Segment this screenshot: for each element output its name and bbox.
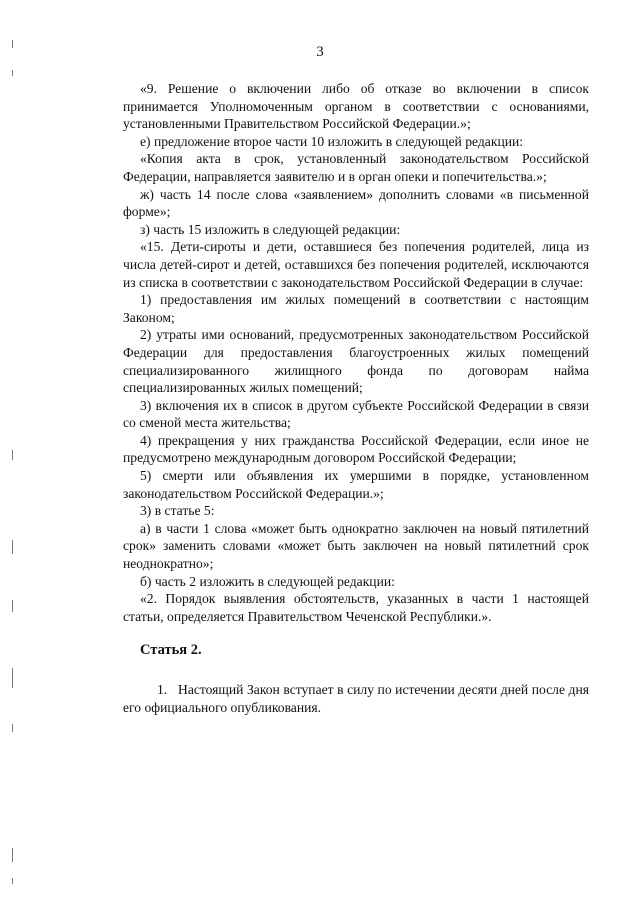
scan-artifact [12, 848, 13, 862]
paragraph: е) предложение второе части 10 изложить в следующей редакции: [140, 133, 524, 149]
paragraph: 3) в статье 5: [140, 503, 215, 519]
scan-artifact [12, 540, 13, 554]
paragraph: 3) включения их в список в другом субъекте Российской Федерации в связи со сменой места жительства; [123, 397, 589, 431]
paragraph: 1) предоставления им жилых помещений в соответствии с настоящим Законом; [123, 292, 589, 325]
scan-artifact [12, 668, 13, 688]
scan-artifact [12, 878, 13, 884]
clause-number: 1. [157, 682, 168, 697]
paragraph: «15. Дети-сироты и дети, оставшиеся без попечения родителей, лица из числа детей-сирот и детей, оставшихся без попечения родителей, исключаются из списка в соответствии с законодательством Российской Федерации в случае: [123, 239, 589, 290]
page-number: 3 [316, 44, 324, 60]
document-body [123, 80, 589, 625]
scan-artifact [12, 70, 13, 76]
article-heading: Статья 2. [140, 642, 202, 658]
paragraph: 5) смерти или объявления их умершими в порядке, установленном законодательством Российской Федерации.»; [123, 468, 589, 501]
paragraph: б) часть 2 изложить в следующей редакции: [140, 573, 395, 589]
paragraph: «2. Порядок выявления обстоятельств, указанных в части 1 настоящей статьи, определяется Правительством Чеченской Республики.». [123, 591, 589, 624]
final-clause-paragraph [123, 681, 589, 716]
scan-artifact [12, 450, 13, 460]
paragraph: «Копия акта в срок, установленный законодательством Российской Федерации, направляется заявителю и в орган опеки и попечительства.»; [123, 151, 589, 184]
paragraph: 2) утраты ими оснований, предусмотренных законодательством Российской Федерации для предоставления благоустроенных жилых помещений специализированного жилищного фонда по договорам найма специализированных жилых помещений; [123, 327, 589, 396]
scan-artifact [12, 724, 13, 732]
scan-artifact [12, 600, 13, 612]
paragraph: «9. Решение о включении либо об отказе во включении в список принимается Уполномоченным органом в соответствии с основаниями, установленными Правительством Российской Федерации.»; [123, 81, 589, 132]
paragraph: 4) прекращения у них гражданства Российской Федерации, если иное не предусмотрено международным договором Российской Федерации; [123, 432, 589, 466]
scan-artifact [12, 40, 13, 48]
clause-text: Настоящий Закон вступает в силу по истечении десяти дней после дня его официального опубликования. [123, 682, 589, 715]
paragraph: ж) часть 14 после слова «заявлением» дополнить словами «в письменной форме»; [123, 186, 589, 220]
final-clause [123, 681, 589, 716]
paragraph: з) часть 15 изложить в следующей редакции: [140, 221, 401, 237]
paragraph: а) в части 1 слова «может быть однократно заключен на новый пятилетний срок» заменить словами «может быть заключен на новый пятилетний срок неоднократно»; [123, 520, 589, 572]
